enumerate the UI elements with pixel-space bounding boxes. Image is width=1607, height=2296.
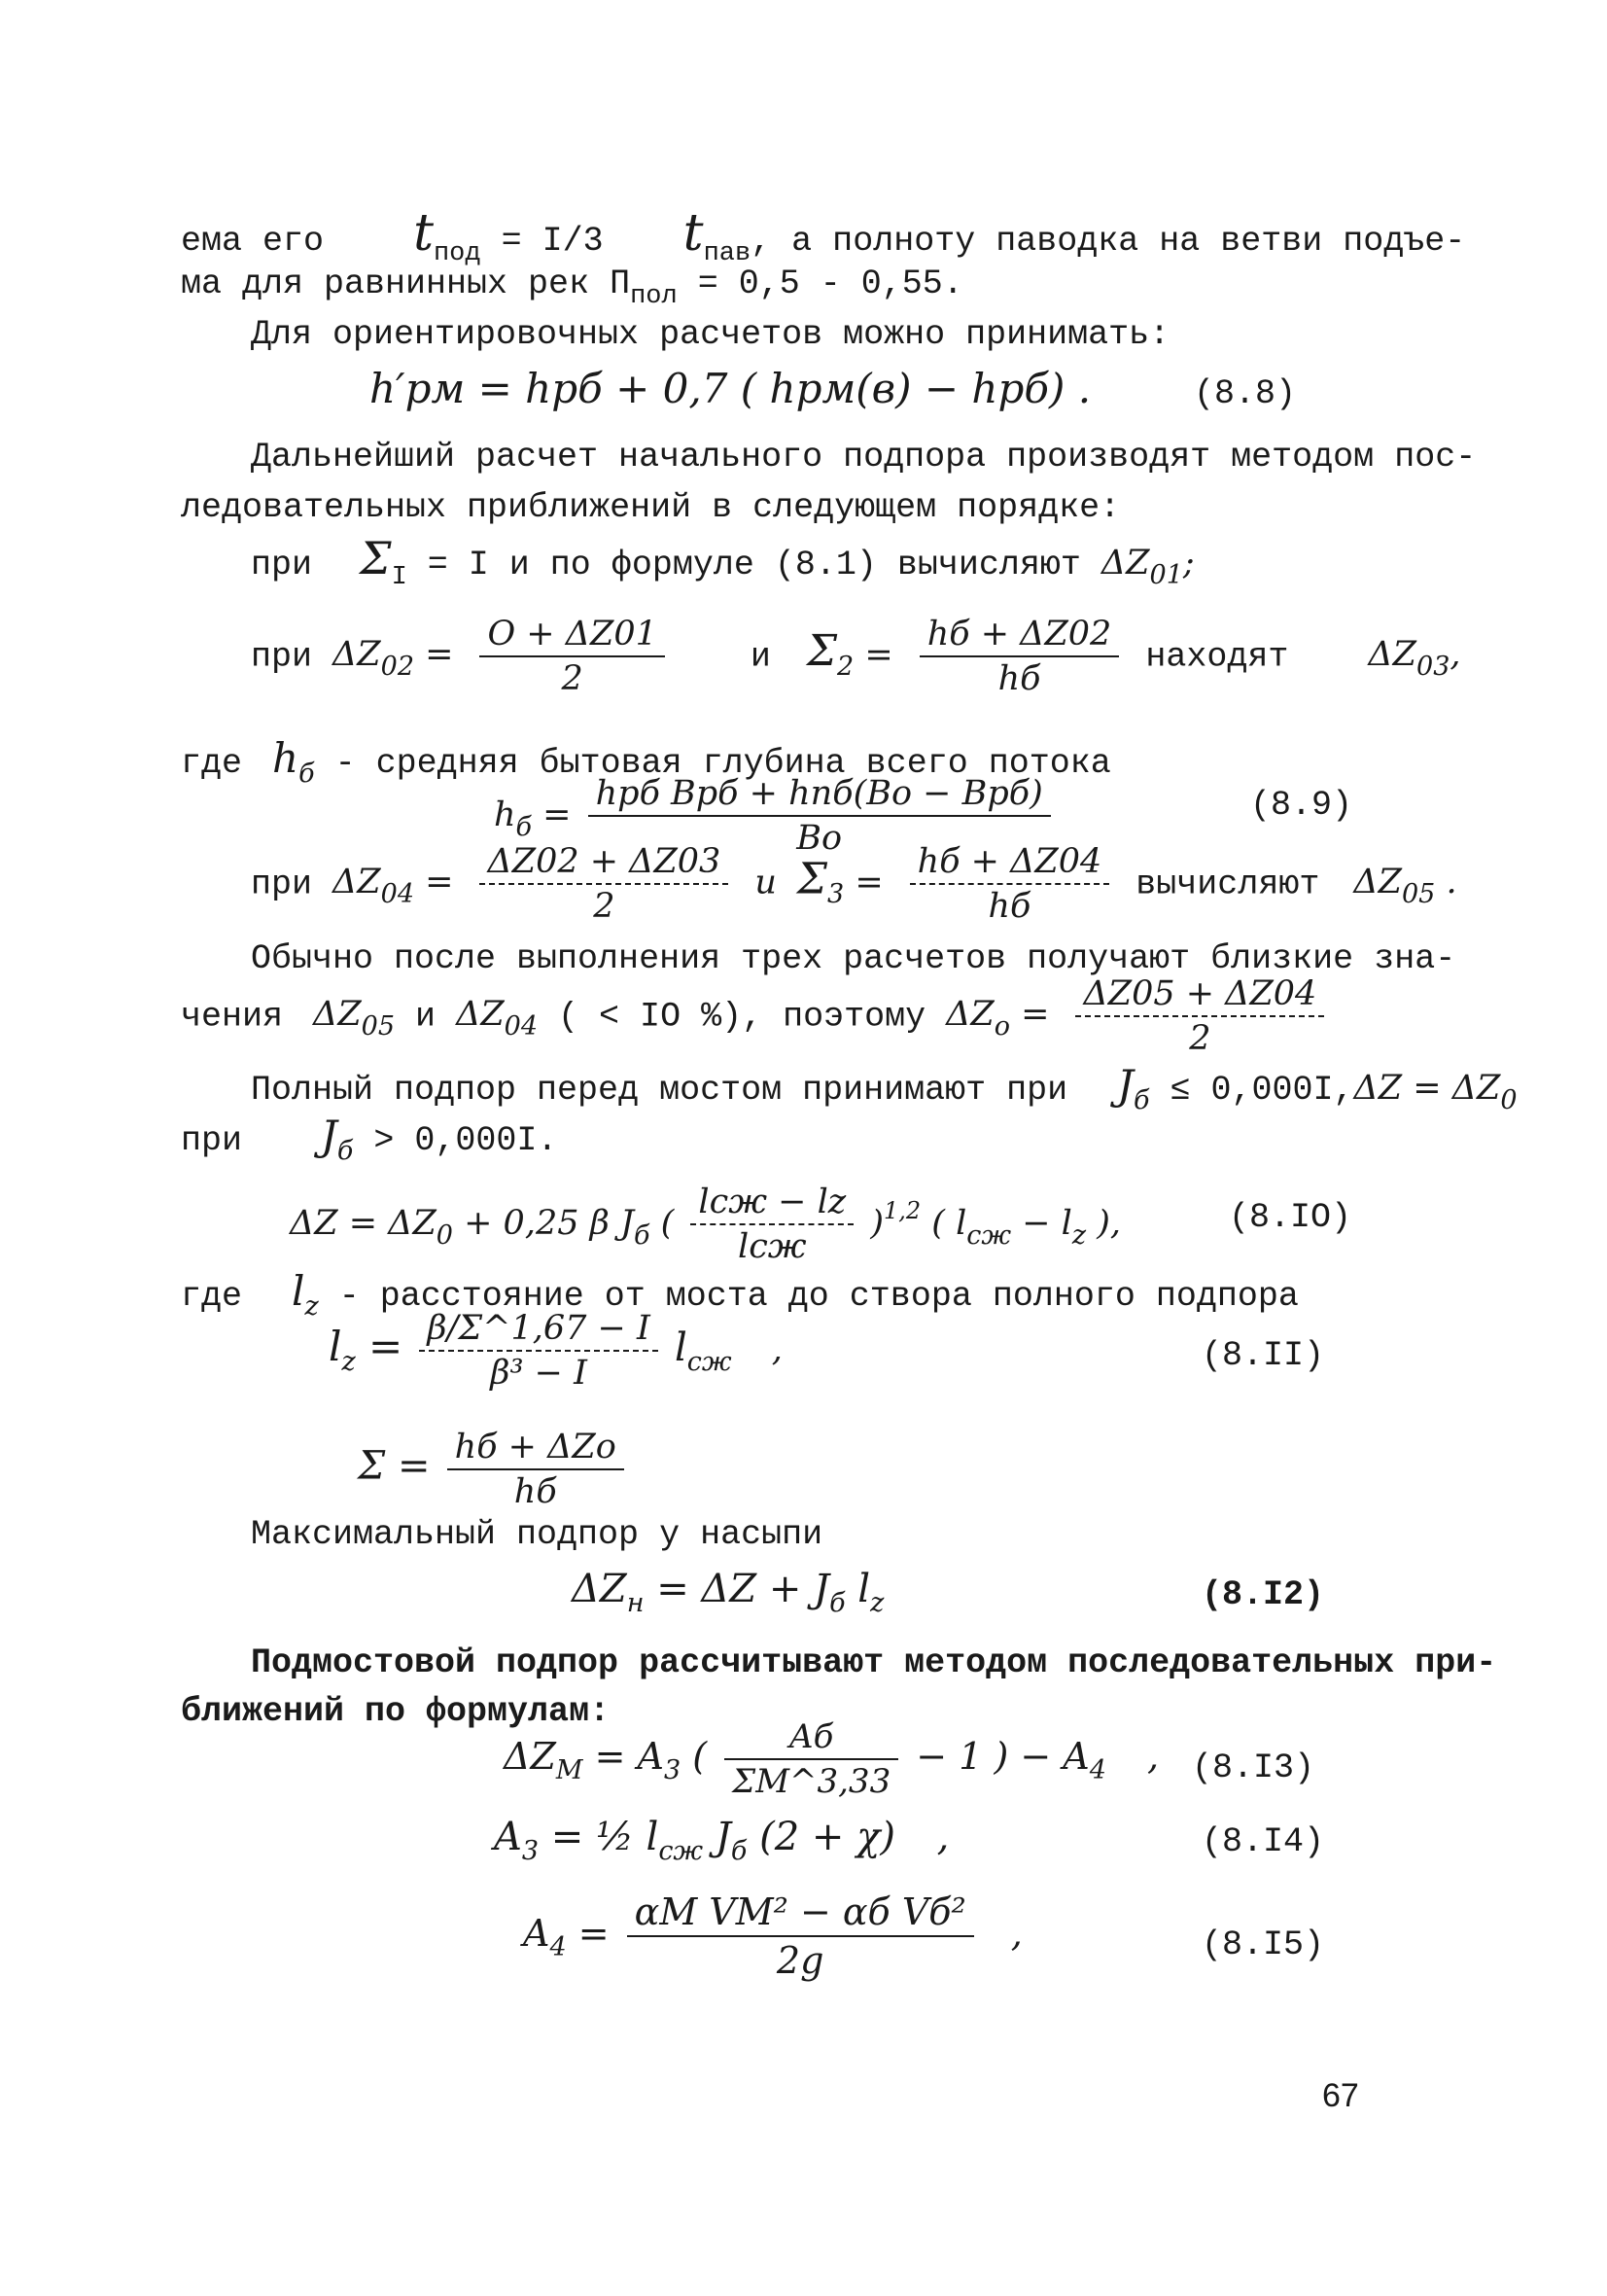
- math-symbol: $J_б$: [321, 1112, 354, 1166]
- math-symbol: $\Delta Z_o$ =: [946, 995, 1050, 1042]
- text-span: Обычно после выполнения трех расчетов получают близкие зна-: [251, 939, 1456, 978]
- fraction-numerator: hрб Bрб + hпб(Bo − Bрб): [588, 774, 1051, 817]
- fraction-denominator: lсж: [738, 1227, 807, 1266]
- text-span: и: [415, 997, 437, 1037]
- text-line: [251, 313, 1170, 356]
- equation-label: (8.IO): [1229, 1198, 1352, 1237]
- math-symbol: $\Delta Z_{05}$: [313, 995, 396, 1042]
- equation-8-14: $A_3$ = ½ $l_{сж}$ $J_б$ (2 + χ) ,: [494, 1815, 950, 1866]
- math-symbol: $h_б$: [272, 734, 315, 789]
- fraction-numerator: Aб: [724, 1717, 898, 1760]
- math-symbol: $\Delta Z_{04}$ =: [332, 863, 454, 910]
- fraction-numerator: ΔZ02 + ΔZ03: [479, 842, 728, 885]
- math-symbol: t: [413, 204, 434, 263]
- text-span: ема его: [181, 222, 325, 261]
- fraction-numerator: ΔZ05 + ΔZ04: [1075, 974, 1324, 1017]
- text-line: [181, 204, 1466, 268]
- equation-8-13: $\Delta Z_M = A_3$ ( $\frac{Aб}{\Sigma M\^{}3,33}$ − 1 ) − $A_4$ ,: [504, 1717, 1160, 1801]
- text-span: ближений по формулам:: [181, 1692, 611, 1731]
- text-span: - средняя бытовая глубина всего потока: [334, 744, 1111, 783]
- sigma-symbol: Σ: [796, 854, 827, 904]
- text-line: при $\Delta Z_{04}$ = $\frac{\Delta Z02 + \Delta Z03}{2}$ и $\Sigma_3$ = $\frac{hб + \Delta Z04}{hб}$ вычисляют $\Delta Z_{05}$ .: [251, 842, 1457, 926]
- text-span: = 0,5 - 0,55.: [697, 265, 963, 303]
- math-symbol: $\Delta Z_{01}$;: [1100, 544, 1195, 590]
- text-line: [181, 486, 1120, 529]
- text-span: при: [251, 546, 313, 584]
- text-span: ≤ 0,000I,: [1170, 1071, 1354, 1110]
- equation-body: h′рм = hрб + 0,7 ( hрм(в) − hрб) .: [369, 365, 1092, 412]
- equation-label: (8.9): [1250, 786, 1353, 825]
- text-span: находят: [1145, 637, 1289, 677]
- text-span: ма для равнинных рек П: [181, 265, 631, 303]
- fraction-denominator: 2: [561, 659, 583, 698]
- text-span: при: [251, 637, 313, 677]
- text-span: при: [251, 865, 313, 904]
- fraction-denominator: 2: [1189, 1019, 1211, 1058]
- text-line: при $\Delta Z_{02}$ = $\frac{O + \Delta Z01}{2}$ и $\Sigma_2$ = $\frac{hб + \Delta Z02}{hб}$ находят $\Delta Z_{03}$,: [251, 615, 1461, 698]
- sigma-symbol: Σ: [806, 626, 838, 677]
- sigma-symbol: Σ: [360, 532, 392, 584]
- fraction-denominator: ΣM^3,33: [732, 1762, 891, 1801]
- text-line: [181, 974, 1330, 1058]
- fraction-denominator: hб: [988, 887, 1031, 926]
- text-span: Подмостовой подпор рассчитывают методом последовательных при-: [251, 1643, 1497, 1682]
- math-subscript: пол: [630, 282, 678, 311]
- text-line: [251, 1642, 1496, 1684]
- text-span: - расстояние от моста до створа полного подпора: [338, 1277, 1299, 1316]
- text-line: при $\Sigma_I = I$ и по формуле (8.1) вычисляют $\Delta Z_{01}$;: [251, 532, 1195, 592]
- text-span: Полный подпор перед мостом принимают при: [251, 1071, 1068, 1110]
- math-subscript: под: [433, 239, 481, 268]
- equation-8-12: $\Delta Z_н = \Delta Z + J_б$ $l_z$: [572, 1567, 885, 1618]
- fraction: [419, 1309, 657, 1393]
- fraction: [479, 842, 728, 926]
- fraction-numerator: hб + ΔZ04: [910, 842, 1110, 885]
- fraction-denominator: 2g: [776, 1939, 824, 1982]
- equation-label: (8.I3): [1192, 1748, 1315, 1787]
- fraction: [724, 1717, 898, 1801]
- fraction-numerator: β/Σ^1,67 − I: [419, 1309, 657, 1352]
- math-subscript: пав: [703, 239, 751, 268]
- fraction-numerator: O + ΔZ01: [479, 615, 664, 657]
- equation-8-15: $A_4$ = $\frac{\text{αM VM² − αб Vб²}}{2g}$ ,: [523, 1890, 1023, 1982]
- equation-label: (8.I2): [1202, 1575, 1325, 1614]
- math-symbol: $\Delta Z_{04}$: [456, 995, 539, 1042]
- text-line: [251, 1513, 822, 1556]
- equation-label: (8.I4): [1202, 1822, 1325, 1861]
- math-symbol: $\Delta Z_{05}$ .: [1353, 863, 1457, 910]
- text-span: чения: [181, 997, 284, 1037]
- fraction: [690, 1183, 854, 1266]
- fraction: [920, 615, 1120, 698]
- text-span: = I и по формуле (8.1) вычисляют: [427, 546, 1081, 584]
- fraction: [910, 842, 1110, 926]
- fraction-numerator: hб + ΔZ02: [920, 615, 1120, 657]
- text-line: [251, 436, 1476, 478]
- fraction: [479, 615, 664, 698]
- fraction-denominator: β³ − I: [490, 1354, 587, 1393]
- page-number: 67: [1322, 2077, 1359, 2114]
- text-span: вычисляют: [1135, 865, 1320, 904]
- equation-8-8: [369, 365, 1091, 412]
- fraction-denominator: Bo: [796, 819, 843, 858]
- math-symbol: t: [682, 204, 704, 263]
- text-span: Дальнейший расчет начального подпора производят методом пос-: [251, 438, 1477, 477]
- text-line: [181, 263, 963, 311]
- fraction-denominator: hб: [513, 1472, 557, 1511]
- math-symbol: $\Delta Z_{03}$,: [1368, 635, 1461, 683]
- text-span: Для ориентировочных расчетов можно принимать:: [251, 315, 1170, 354]
- text-span: и: [750, 637, 771, 677]
- text-span: = I/3: [501, 222, 604, 261]
- text-line: Полный подпор перед мостом принимают при $J_б \le 0,000I,\Delta Z = \Delta Z_0$: [251, 1061, 1518, 1115]
- math-symbol: $\Delta Z_{02}$ =: [332, 635, 454, 683]
- equation-8-9: $h_б$ = $\frac{\text{hрб Bрб + hпб(Bo − Bрб)}}{Bo}$: [494, 774, 1057, 858]
- text-line: [181, 1112, 558, 1166]
- fraction: [447, 1428, 624, 1511]
- equation-8-10: $\Delta Z = \Delta Z_0 + 0,25$ β $J_б$ ( $\frac{\text{lсж − lz}}{\text{lсж}}$ )$^{1,2}$ ( $l_{сж} - l_z$ ),: [290, 1183, 1122, 1266]
- text-span: ( < IO %), поэтому: [558, 997, 926, 1037]
- text-span: где: [181, 1277, 243, 1316]
- text-span: , а полноту паводка на ветви подъе-: [751, 222, 1466, 261]
- equation-label: (8.8): [1194, 374, 1297, 413]
- fraction-numerator: hб + ΔZo: [447, 1428, 624, 1470]
- fraction-denominator: 2: [593, 887, 615, 926]
- text-span: где: [181, 744, 243, 783]
- text-span: > 0,000I.: [373, 1121, 558, 1160]
- equation-label: (8.I5): [1202, 1925, 1325, 1964]
- fraction-numerator: αM VM² − αб Vб²: [627, 1890, 974, 1937]
- sigma-definition: Σ = $\frac{\text{hб + ΔZo}}{hб}$: [358, 1428, 630, 1511]
- equation-label: (8.II): [1202, 1336, 1325, 1375]
- fraction: [627, 1890, 974, 1982]
- fraction: [1075, 974, 1324, 1058]
- math-symbol: $J_б$: [1117, 1061, 1150, 1115]
- fraction-numerator: lсж − lz: [690, 1183, 854, 1225]
- equation-8-11: $l_z$ = $\frac{\beta/\Sigma\^{}1,67 - I}{\text{β³ − I}}$ $l_{сж}$ ,: [329, 1309, 783, 1393]
- text-span: при: [181, 1121, 243, 1160]
- math-symbol: $l_z$: [292, 1267, 319, 1322]
- text-span: Максимальный подпор у насыпи: [251, 1515, 823, 1554]
- fraction-denominator: hб: [997, 659, 1041, 698]
- text-span: ледовательных приближений в следующем порядке:: [181, 488, 1121, 527]
